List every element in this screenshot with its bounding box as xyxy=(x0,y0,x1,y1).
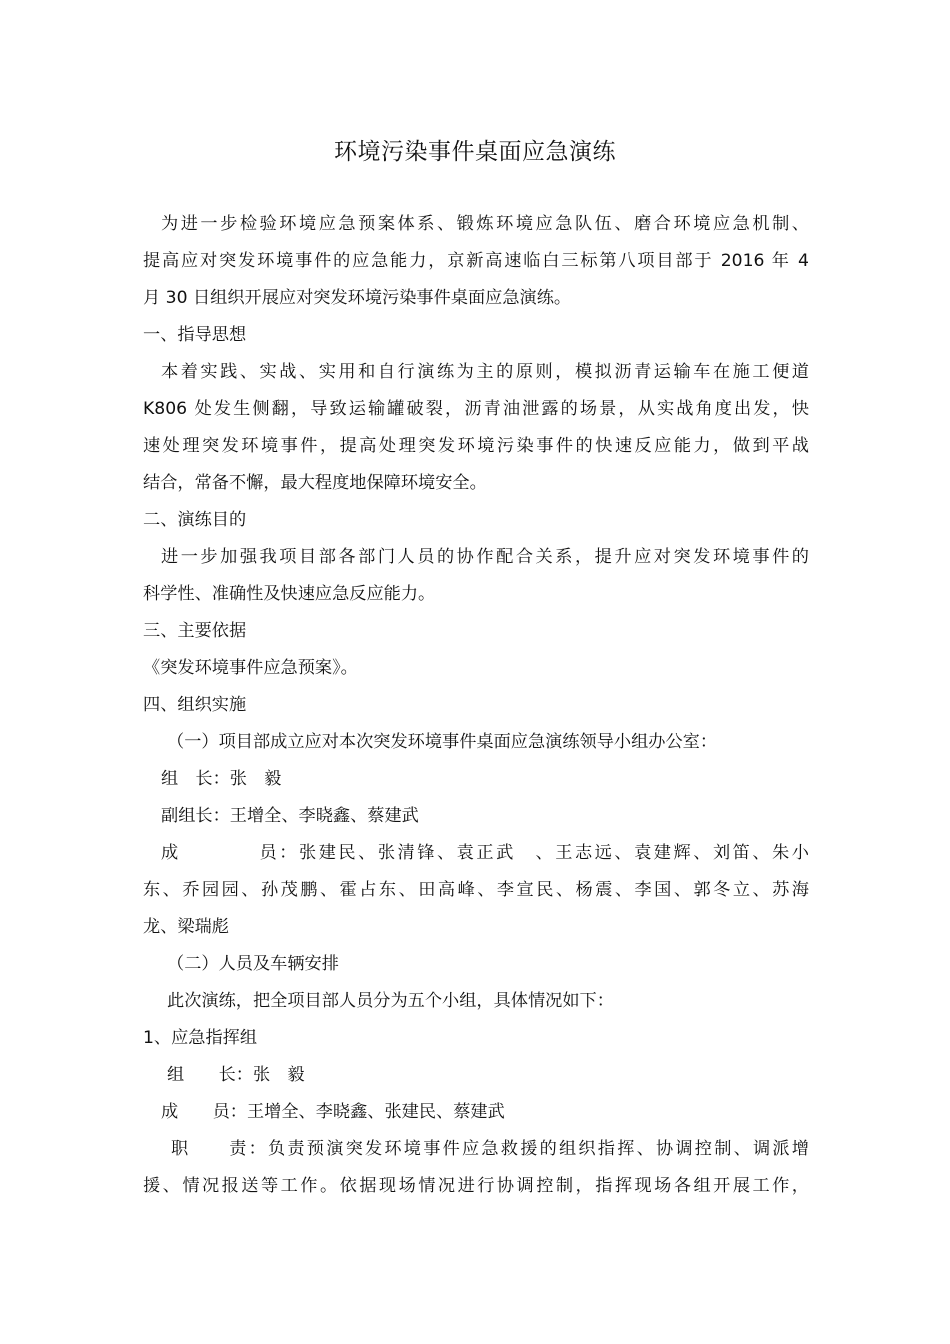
document-title: 环境污染事件桌面应急演练 xyxy=(334,139,616,165)
member-line: 组 长：张 毅 xyxy=(161,769,282,789)
paragraph-line: 进一步加强我项目部各部门人员的协作配合关系，提升应对突发环境事件的 xyxy=(161,547,809,567)
section-heading: 二、演练目的 xyxy=(143,510,247,530)
paragraph-line: 本着实践、实战、实用和自行演练为主的原则，模拟沥青运输车在施工便道 xyxy=(161,362,809,382)
paragraph-line: 科学性、准确性及快速应急反应能力。 xyxy=(143,584,436,604)
section-heading: 四、组织实施 xyxy=(143,695,247,715)
section-heading: 三、主要依据 xyxy=(143,621,247,641)
paragraph-line: 提高应对突发环境事件的应急能力，京新高速临白三标第八项目部于 2016 年 4 xyxy=(143,251,809,271)
paragraph-line: 此次演练，把全项目部人员分为五个小组，具体情况如下： xyxy=(167,991,614,1011)
paragraph-line: 结合，常备不懈，最大程度地保障环境安全。 xyxy=(143,473,487,493)
member-line: 龙、梁瑞彪 xyxy=(143,917,229,937)
member-line: 成 员：张建民、张清锋、袁正武 、王志远、袁建辉、刘笛、朱小 xyxy=(161,843,809,863)
paragraph-line: 《突发环境事件应急预案》。 xyxy=(143,658,358,678)
group-heading: 1、应急指挥组 xyxy=(143,1028,258,1048)
paragraph-line: 为进一步检验环境应急预案体系、锻炼环境应急队伍、磨合环境应急机制、 xyxy=(161,214,809,234)
paragraph-line: 速处理突发环境事件，提高处理突发环境污染事件的快速反应能力，做到平战 xyxy=(143,436,809,456)
member-line: 东、乔园园、孙茂鹏、霍占东、田高峰、李宣民、杨震、李国、郭冬立、苏海 xyxy=(143,880,809,900)
subsection-heading: （二）人员及车辆安排 xyxy=(167,954,339,974)
member-line: 副组长：王增全、李晓鑫、蔡建武 xyxy=(161,806,419,826)
member-line: 成 员：王增全、李晓鑫、张建民、蔡建武 xyxy=(161,1102,505,1122)
member-line: 组 长：张 毅 xyxy=(167,1065,305,1085)
duty-line: 职 责：负责预演突发环境事件应急救援的组织指挥、协调控制、调派增 xyxy=(171,1139,809,1159)
subsection-heading: （一）项目部成立应对本次突发环境事件桌面应急演练领导小组办公室： xyxy=(167,732,718,752)
duty-line: 援、情况报送等工作。依据现场情况进行协调控制，指挥现场各组开展工作， xyxy=(143,1176,809,1196)
paragraph-line: 月 30 日组织开展应对突发环境污染事件桌面应急演练。 xyxy=(143,288,572,308)
document-body xyxy=(143,206,809,1205)
paragraph-line: K806 处发生侧翻，导致运输罐破裂，沥青油泄露的场景，从实战角度出发，快 xyxy=(143,399,809,419)
section-heading: 一、指导思想 xyxy=(143,325,247,345)
